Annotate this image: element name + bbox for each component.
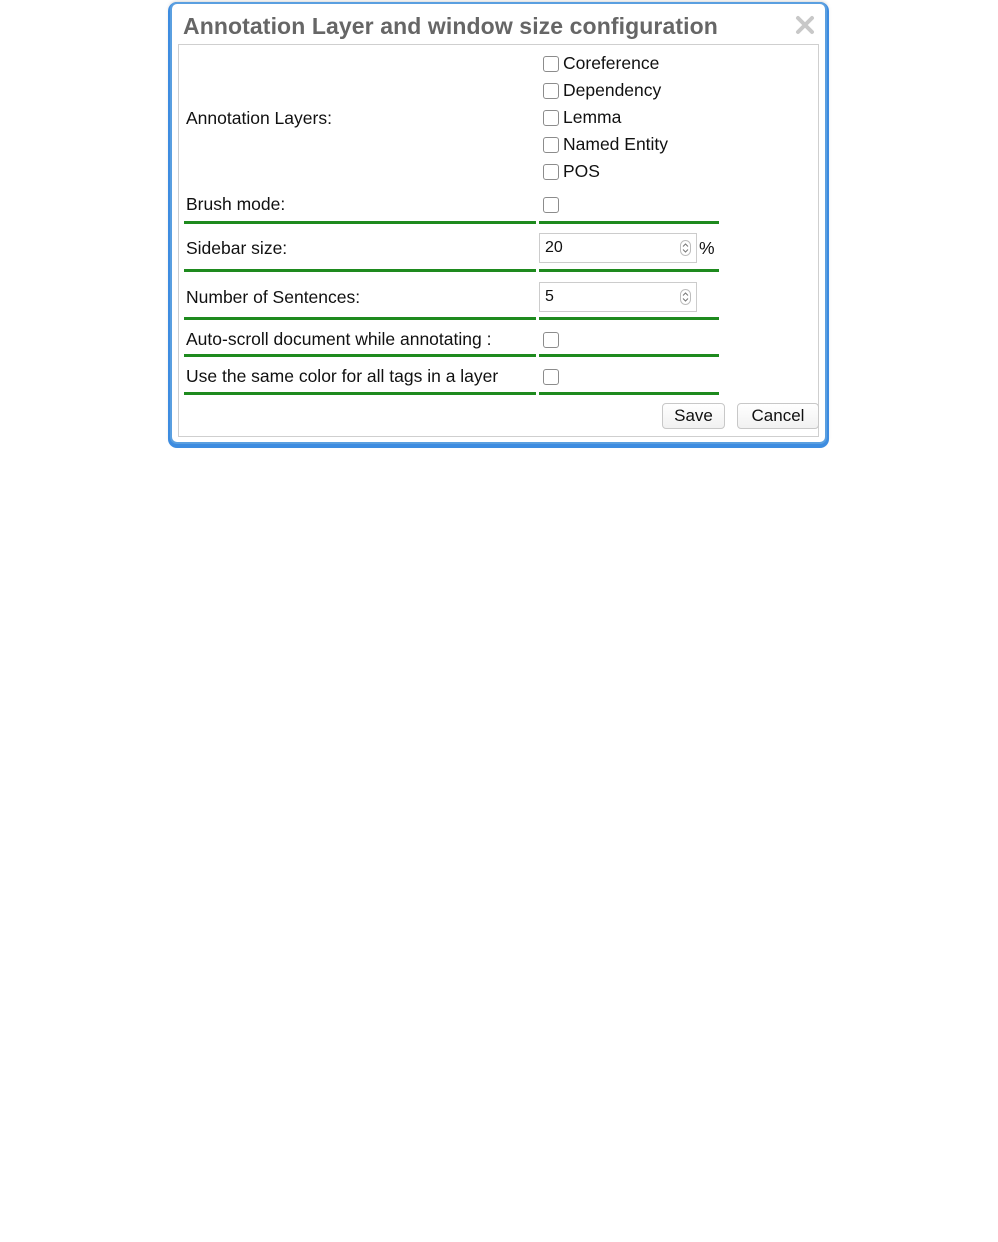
close-icon[interactable] [794, 14, 816, 36]
auto-scroll-label: Auto-scroll document while annotating : [186, 329, 492, 349]
same-color-checkbox[interactable] [543, 369, 559, 385]
spinner-icon[interactable] [680, 289, 691, 305]
checkbox-label-named-entity: Named Entity [563, 134, 669, 154]
checkbox-label-dependency: Dependency [563, 80, 662, 100]
separator-line [539, 269, 719, 272]
separator-line [184, 392, 536, 395]
dialog-title: Annotation Layer and window size configuration [183, 13, 718, 39]
sidebar-size-input[interactable] [539, 233, 697, 263]
percent-unit: % [699, 238, 715, 258]
separator-line [539, 354, 719, 357]
separator-line [539, 317, 719, 320]
checkbox-label-lemma: Lemma [563, 107, 622, 127]
number-of-sentences-label: Number of Sentences: [186, 287, 361, 307]
annotation-layers-label: Annotation Layers: [186, 108, 332, 128]
number-of-sentences-value: 5 [545, 288, 554, 305]
auto-scroll-checkbox[interactable] [543, 332, 559, 348]
checkbox-coreference[interactable] [543, 56, 559, 72]
separator-line [184, 269, 536, 272]
spinner-icon[interactable] [680, 240, 691, 256]
brush-mode-checkbox[interactable] [543, 197, 559, 213]
save-button[interactable]: Save [662, 403, 725, 429]
cancel-button[interactable]: Cancel [737, 403, 819, 429]
config-dialog [170, 2, 827, 444]
separator-line [184, 354, 536, 357]
sidebar-size-label: Sidebar size: [186, 238, 288, 258]
same-color-label: Use the same color for all tags in a layer [186, 366, 499, 386]
separator-line [184, 221, 536, 224]
number-of-sentences-input[interactable] [539, 282, 697, 312]
checkbox-lemma[interactable] [543, 110, 559, 126]
brush-mode-label: Brush mode: [186, 194, 286, 214]
checkbox-label-coreference: Coreference [563, 53, 660, 73]
separator-line [539, 392, 719, 395]
sidebar-size-value: 20 [545, 239, 563, 256]
separator-line [539, 221, 719, 224]
dialog-content [178, 44, 819, 437]
checkbox-label-pos: POS [563, 161, 600, 181]
separator-line [184, 317, 536, 320]
checkbox-pos[interactable] [543, 164, 559, 180]
checkbox-named-entity[interactable] [543, 137, 559, 153]
checkbox-dependency[interactable] [543, 83, 559, 99]
